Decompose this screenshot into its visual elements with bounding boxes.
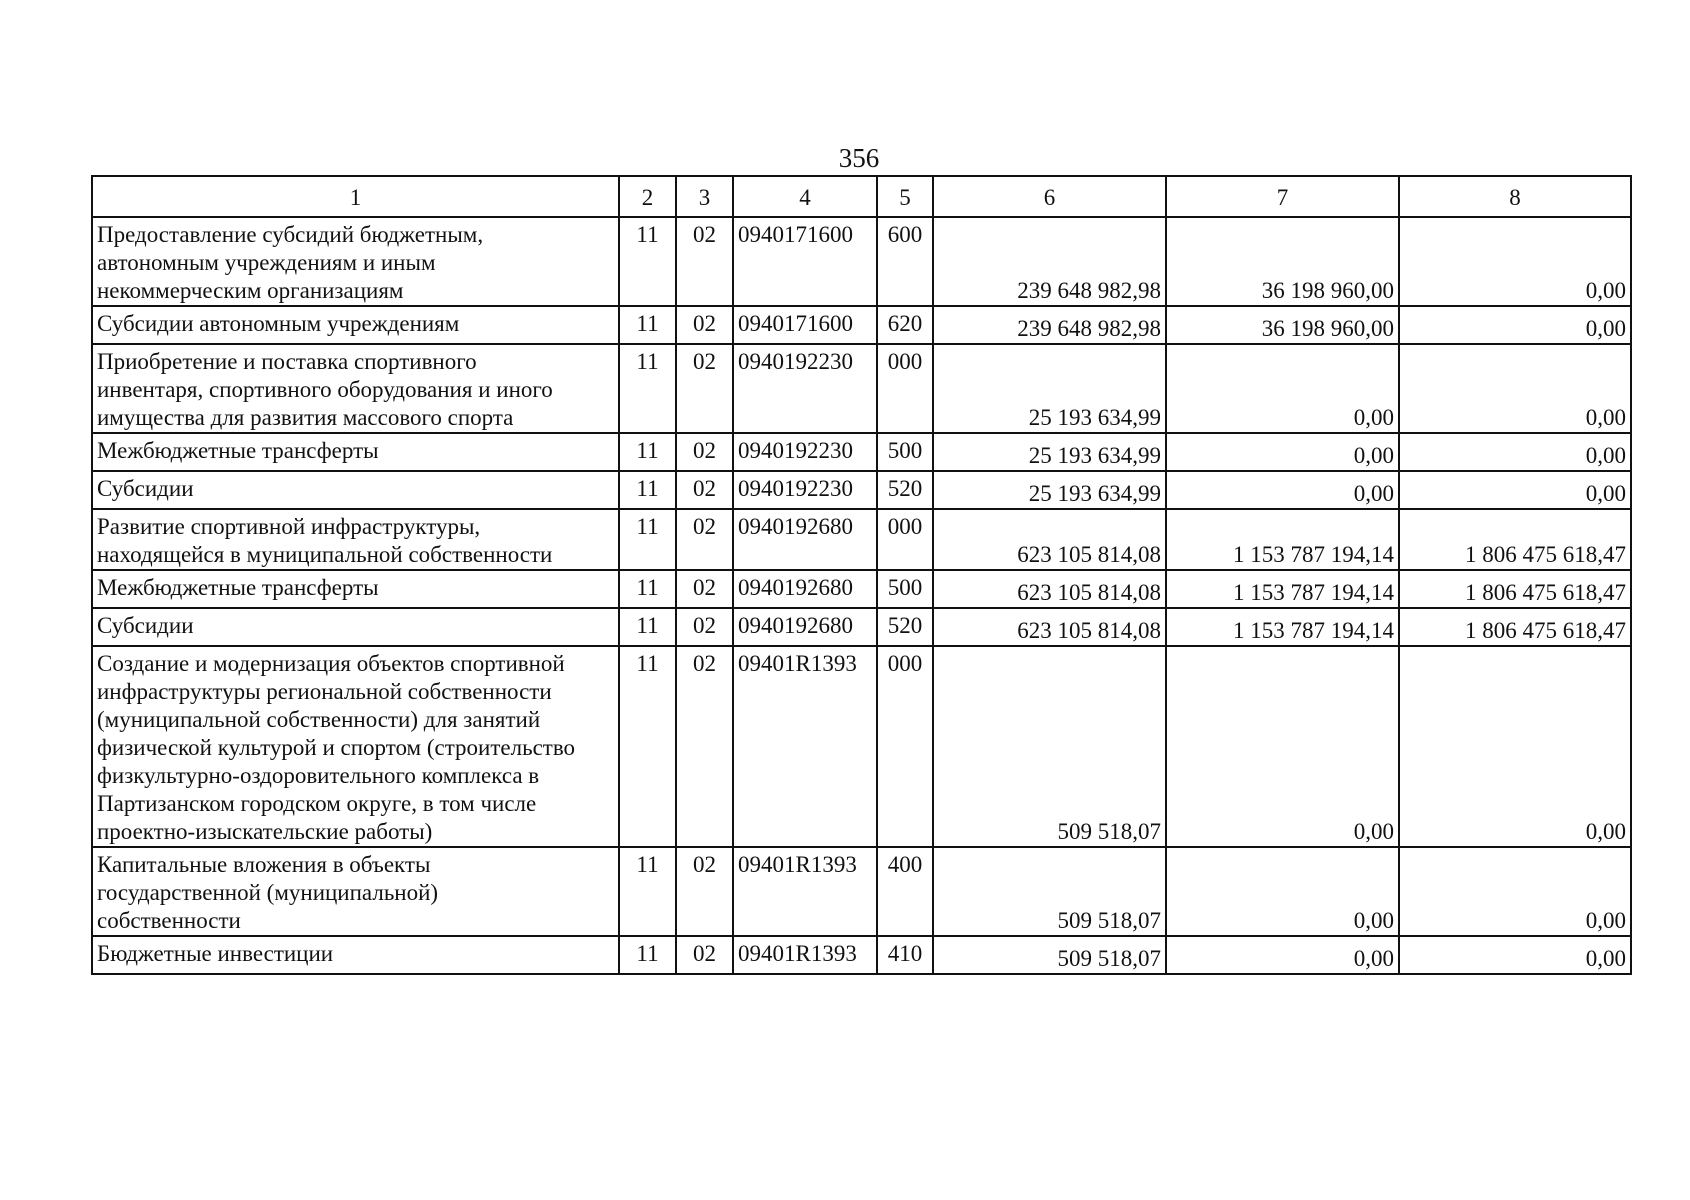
column-header: 2: [619, 176, 676, 217]
kind-code: 520: [877, 608, 933, 646]
kind-code: 410: [877, 936, 933, 974]
table-row: [92, 608, 1631, 646]
amount-col8: 1 806 475 618,47: [1399, 608, 1631, 646]
table-row: [92, 306, 1631, 344]
target-code: 0940192680: [733, 608, 877, 646]
target-code: 0940171600: [733, 306, 877, 344]
amount-col6: 623 105 814,08: [933, 509, 1166, 570]
table-row: [92, 847, 1631, 936]
row-name: Капитальные вложения в объекты государственной (муниципальной) собственности: [92, 847, 619, 936]
amount-col8: 0,00: [1399, 471, 1631, 509]
section-code: 11: [619, 217, 676, 306]
target-code: 0940192680: [733, 570, 877, 608]
amount-col6: 239 648 982,98: [933, 217, 1166, 306]
subsection-code: 02: [676, 646, 733, 847]
table-row: [92, 433, 1631, 471]
amount-col7: 0,00: [1166, 646, 1399, 847]
target-code: 0940171600: [733, 217, 877, 306]
amount-col8: 0,00: [1399, 936, 1631, 974]
column-header: 6: [933, 176, 1166, 217]
amount-col6: 25 193 634,99: [933, 433, 1166, 471]
subsection-code: 02: [676, 306, 733, 344]
amount-col6: 239 648 982,98: [933, 306, 1166, 344]
table-row: [92, 509, 1631, 570]
table-row: [92, 570, 1631, 608]
row-name: Развитие спортивной инфраструктуры, находящейся в муниципальной собственности: [92, 509, 619, 570]
table-row: [92, 344, 1631, 433]
kind-code: 400: [877, 847, 933, 936]
header-row: [92, 176, 1631, 217]
target-code: 0940192230: [733, 433, 877, 471]
kind-code: 520: [877, 471, 933, 509]
subsection-code: 02: [676, 471, 733, 509]
amount-col7: 0,00: [1166, 936, 1399, 974]
column-header: 1: [92, 176, 619, 217]
amount-col7: 1 153 787 194,14: [1166, 509, 1399, 570]
column-header: 3: [676, 176, 733, 217]
row-name: Межбюджетные трансферты: [92, 570, 619, 608]
amount-col7: 36 198 960,00: [1166, 217, 1399, 306]
amount-col8: 1 806 475 618,47: [1399, 509, 1631, 570]
amount-col7: 0,00: [1166, 471, 1399, 509]
amount-col8: 0,00: [1399, 217, 1631, 306]
amount-col8: 0,00: [1399, 306, 1631, 344]
subsection-code: 02: [676, 509, 733, 570]
row-name: Субсидии: [92, 608, 619, 646]
row-name: Субсидии: [92, 471, 619, 509]
amount-col7: 1 153 787 194,14: [1166, 608, 1399, 646]
section-code: 11: [619, 570, 676, 608]
amount-col6: 25 193 634,99: [933, 344, 1166, 433]
subsection-code: 02: [676, 433, 733, 471]
amount-col6: 25 193 634,99: [933, 471, 1166, 509]
section-code: 11: [619, 646, 676, 847]
table-row: [92, 471, 1631, 509]
amount-col6: 509 518,07: [933, 646, 1166, 847]
amount-col7: 36 198 960,00: [1166, 306, 1399, 344]
column-header: 5: [877, 176, 933, 217]
amount-col7: 0,00: [1166, 847, 1399, 936]
row-name: Предоставление субсидий бюджетным, автономным учреждениям и иным некоммерческим организациям: [92, 217, 619, 306]
amount-col8: 1 806 475 618,47: [1399, 570, 1631, 608]
target-code: 0940192230: [733, 344, 877, 433]
row-name: Приобретение и поставка спортивного инвентаря, спортивного оборудования и иного имущества для развития массового спорта: [92, 344, 619, 433]
kind-code: 620: [877, 306, 933, 344]
kind-code: 000: [877, 509, 933, 570]
target-code: 0940192230: [733, 471, 877, 509]
subsection-code: 02: [676, 344, 733, 433]
kind-code: 600: [877, 217, 933, 306]
row-name: Бюджетные инвестиции: [92, 936, 619, 974]
budget-table: [91, 175, 1632, 975]
kind-code: 500: [877, 570, 933, 608]
table-row: [92, 646, 1631, 847]
target-code: 0940192680: [733, 509, 877, 570]
row-name: Межбюджетные трансферты: [92, 433, 619, 471]
column-header: 4: [733, 176, 877, 217]
section-code: 11: [619, 847, 676, 936]
amount-col6: 509 518,07: [933, 936, 1166, 974]
section-code: 11: [619, 471, 676, 509]
table-row: [92, 936, 1631, 974]
section-code: 11: [619, 306, 676, 344]
section-code: 11: [619, 344, 676, 433]
kind-code: 000: [877, 646, 933, 847]
page-number: 356: [838, 143, 880, 173]
amount-col6: 509 518,07: [933, 847, 1166, 936]
subsection-code: 02: [676, 217, 733, 306]
subsection-code: 02: [676, 570, 733, 608]
amount-col7: 0,00: [1166, 344, 1399, 433]
target-code: 09401R1393: [733, 847, 877, 936]
amount-col6: 623 105 814,08: [933, 570, 1166, 608]
column-header: 7: [1166, 176, 1399, 217]
kind-code: 000: [877, 344, 933, 433]
amount-col8: 0,00: [1399, 847, 1631, 936]
kind-code: 500: [877, 433, 933, 471]
amount-col8: 0,00: [1399, 433, 1631, 471]
target-code: 09401R1393: [733, 936, 877, 974]
subsection-code: 02: [676, 608, 733, 646]
amount-col8: 0,00: [1399, 646, 1631, 847]
amount-col6: 623 105 814,08: [933, 608, 1166, 646]
section-code: 11: [619, 608, 676, 646]
column-header: 8: [1399, 176, 1631, 217]
row-name: Создание и модернизация объектов спортивной инфраструктуры региональной собственности (муниципальной собственности) для занятий физической культурой и спортом (строительство физкультурно-оздоровительного комплекса в Партизанском городском округе, в том числе проектно-изыскательские работы): [92, 646, 619, 847]
amount-col7: 0,00: [1166, 433, 1399, 471]
target-code: 09401R1393: [733, 646, 877, 847]
section-code: 11: [619, 936, 676, 974]
table-row: [92, 217, 1631, 306]
amount-col7: 1 153 787 194,14: [1166, 570, 1399, 608]
row-name: Субсидии автономным учреждениям: [92, 306, 619, 344]
amount-col8: 0,00: [1399, 344, 1631, 433]
section-code: 11: [619, 509, 676, 570]
subsection-code: 02: [676, 847, 733, 936]
subsection-code: 02: [676, 936, 733, 974]
section-code: 11: [619, 433, 676, 471]
